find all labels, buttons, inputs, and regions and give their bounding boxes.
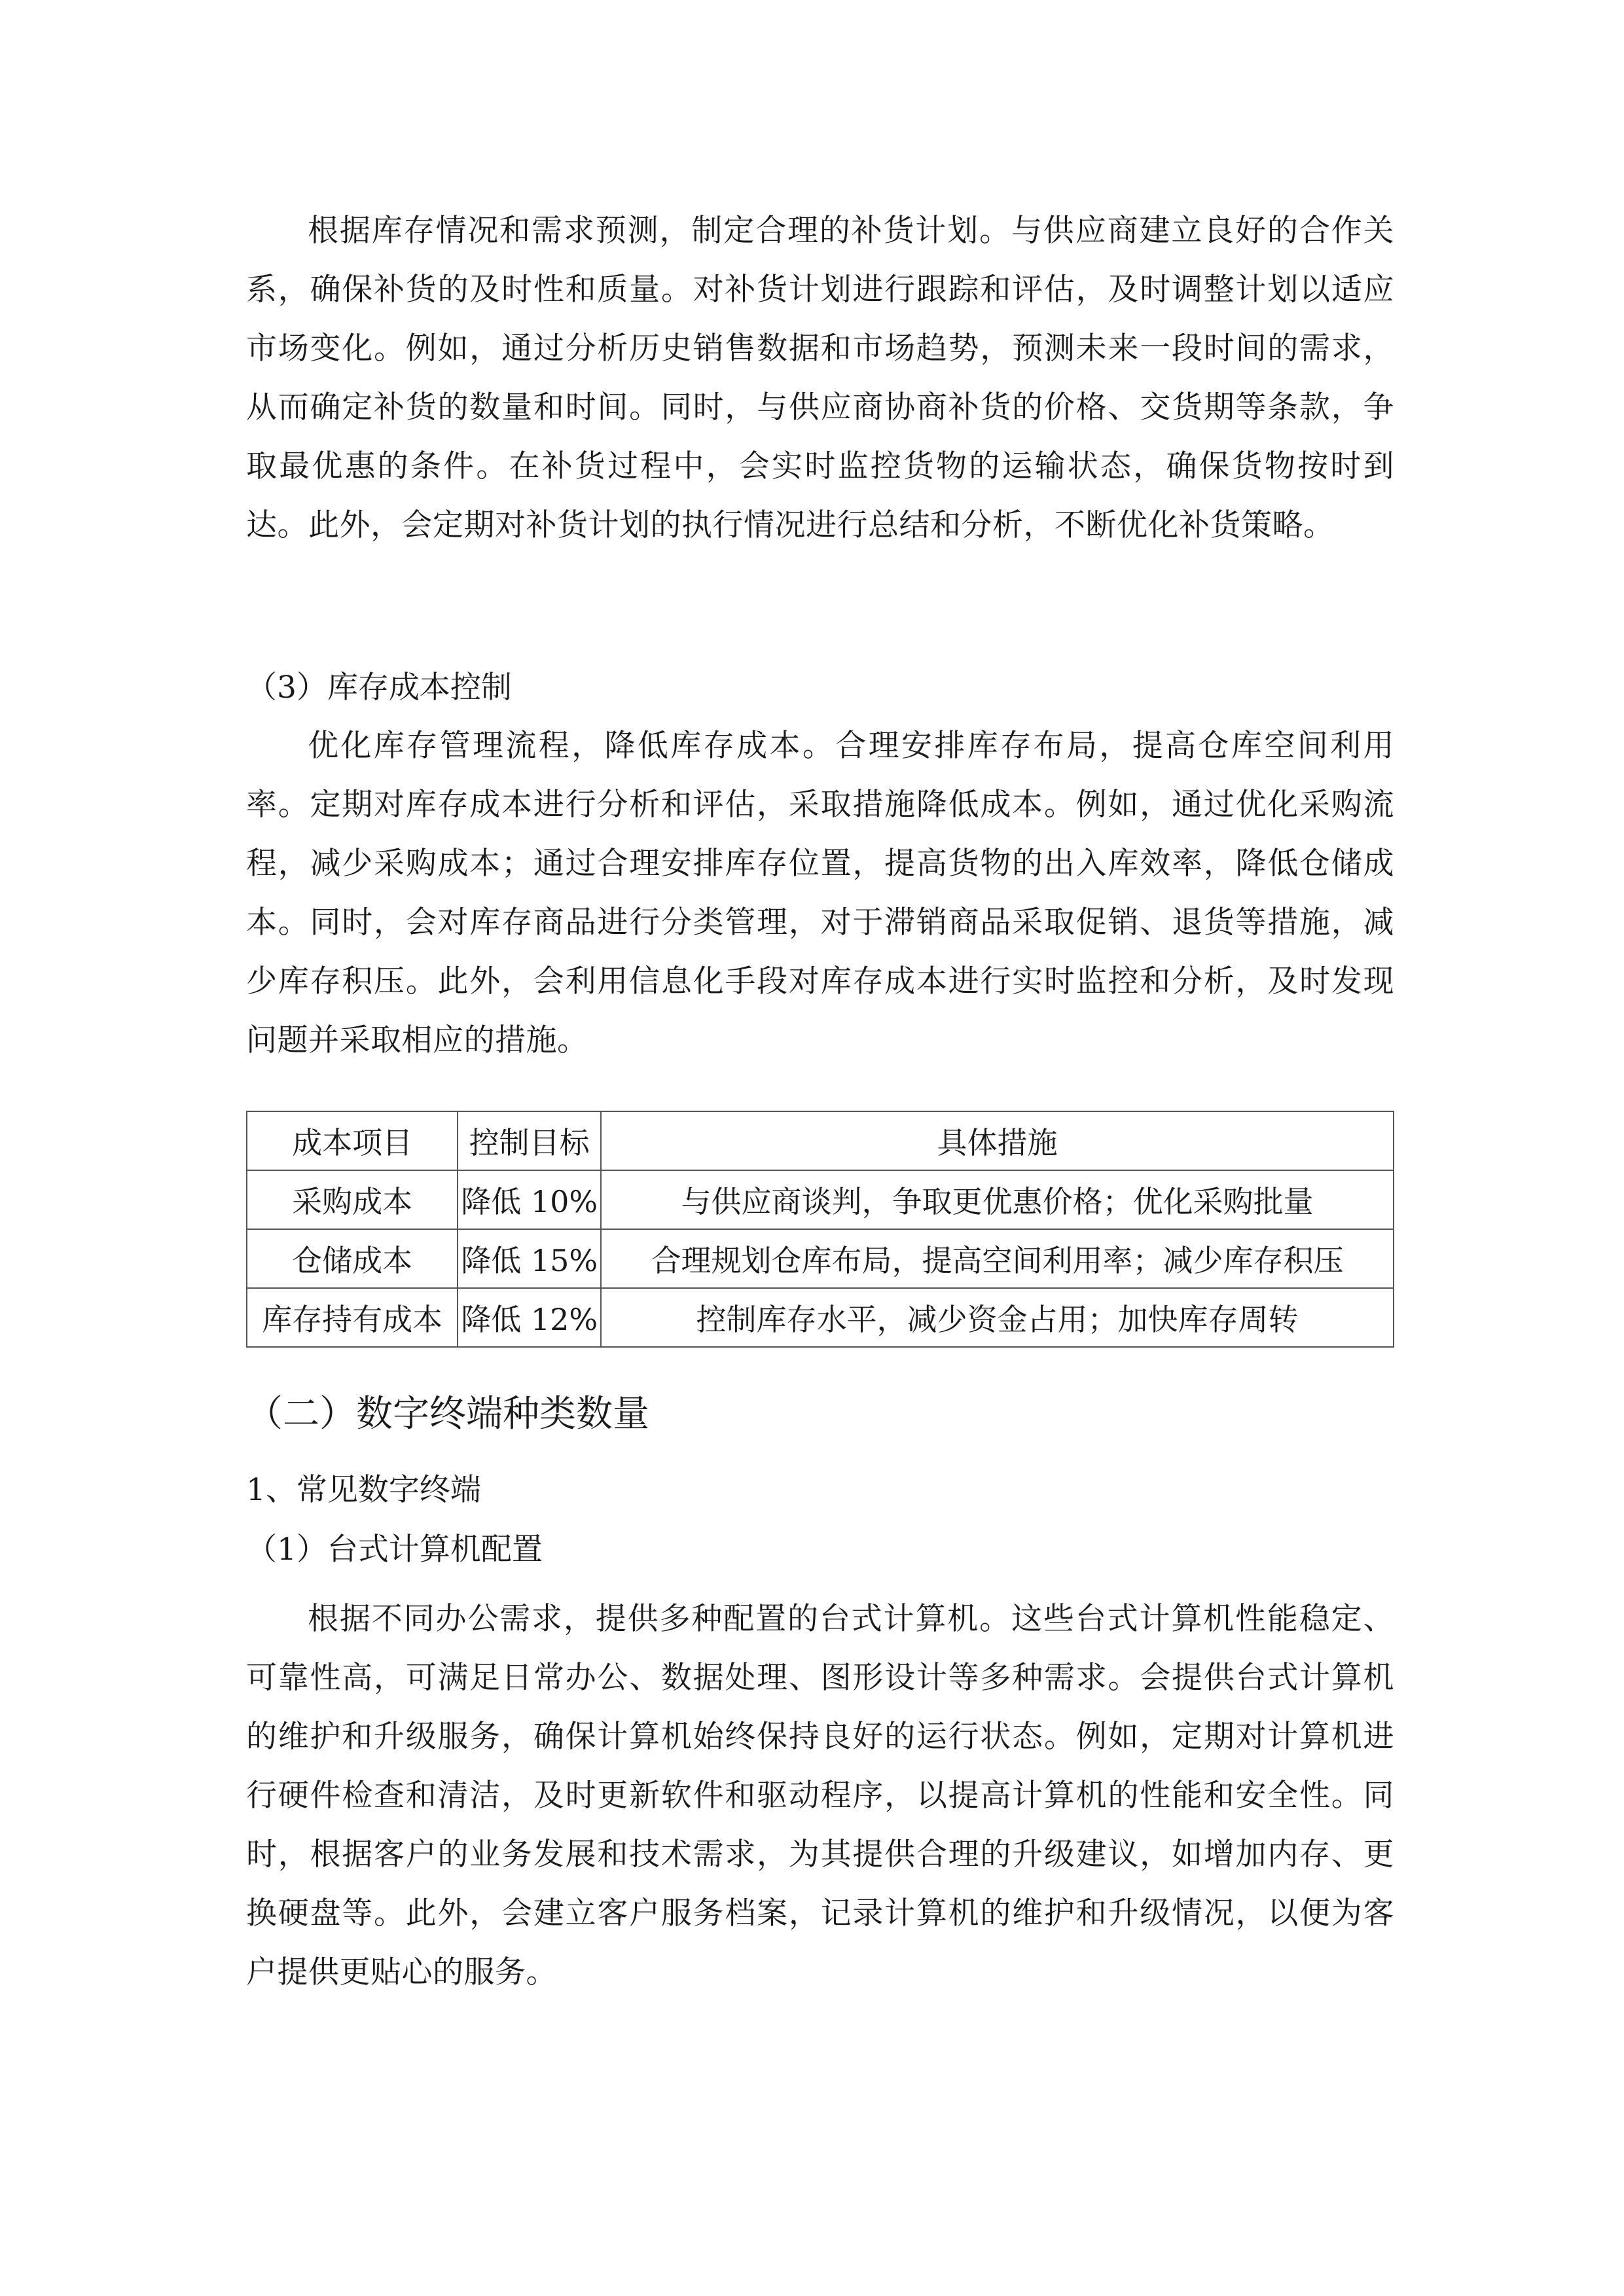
table-cell: 与供应商谈判，争取更优惠价格；优化采购批量 [601, 1170, 1394, 1229]
cost-control-table [246, 1111, 1394, 1348]
desktop-config-subheading: （1）台式计算机配置 [246, 1532, 543, 1568]
replenishment-paragraph: 根据库存情况和需求预测，制定合理的补货计划。与供应商建立良好的合作关系，确保补货的及时性和质量。对补货计划进行跟踪和评估，及时调整计划以适应市场变化。例如，通过分析历史销售数据和市场趋势，预测未来一段时间的需求，从而确定补货的数量和时间。同时，与供应商协商补货的价格、交货期等条款，争取最优惠的条件。在补货过程中，会实时监控货物的运输状态，确保货物按时到达。此外，会定期对补货计划的执行情况进行总结和分析，不断优化补货策略。 [246, 213, 1394, 543]
table-cell: 仓储成本 [247, 1229, 458, 1288]
table-header-row [247, 1111, 1394, 1170]
table-row [247, 1229, 1394, 1288]
inventory-cost-heading: （3）库存成本控制 [246, 670, 512, 706]
table-header-cell: 成本项目 [247, 1111, 458, 1170]
table-cell: 降低 15% [458, 1229, 601, 1288]
table-row [247, 1288, 1394, 1347]
table-cell: 控制库存水平，减少资金占用；加快库存周转 [601, 1288, 1394, 1347]
table-cell: 合理规划仓库布局，提高空间利用率；减少库存积压 [601, 1229, 1394, 1288]
table-row [247, 1170, 1394, 1229]
table-cell: 库存持有成本 [247, 1288, 458, 1347]
inventory-cost-paragraph: 优化库存管理流程，降低库存成本。合理安排库存布局，提高仓库空间利用率。定期对库存成本进行分析和评估，采取措施降低成本。例如，通过优化采购流程，减少采购成本；通过合理安排库存位置，提高货物的出入库效率，降低仓储成本。同时，会对库存商品进行分类管理，对于滞销商品采取促销、退货等措施，减少库存积压。此外，会利用信息化手段对库存成本进行实时监控和分析，及时发现问题并采取相应的措施。 [246, 728, 1394, 1058]
digital-terminal-heading: （二）数字终端种类数量 [246, 1393, 649, 1435]
table-cell: 降低 12% [458, 1288, 601, 1347]
table-cell: 采购成本 [247, 1170, 458, 1229]
common-terminal-subheading: 1、常见数字终端 [246, 1472, 481, 1508]
table-cell: 降低 10% [458, 1170, 601, 1229]
table-header-cell: 控制目标 [458, 1111, 601, 1170]
table-header-cell: 具体措施 [601, 1111, 1394, 1170]
desktop-config-paragraph: 根据不同办公需求，提供多种配置的台式计算机。这些台式计算机性能稳定、可靠性高，可满足日常办公、数据处理、图形设计等多种需求。会提供台式计算机的维护和升级服务，确保计算机始终保持良好的运行状态。例如，定期对计算机进行硬件检查和清洁，及时更新软件和驱动程序，以提高计算机的性能和安全性。同时，根据客户的业务发展和技术需求，为其提供合理的升级建议，如增加内存、更换硬盘等。此外，会建立客户服务档案，记录计算机的维护和升级情况，以便为客户提供更贴心的服务。 [246, 1601, 1394, 1990]
